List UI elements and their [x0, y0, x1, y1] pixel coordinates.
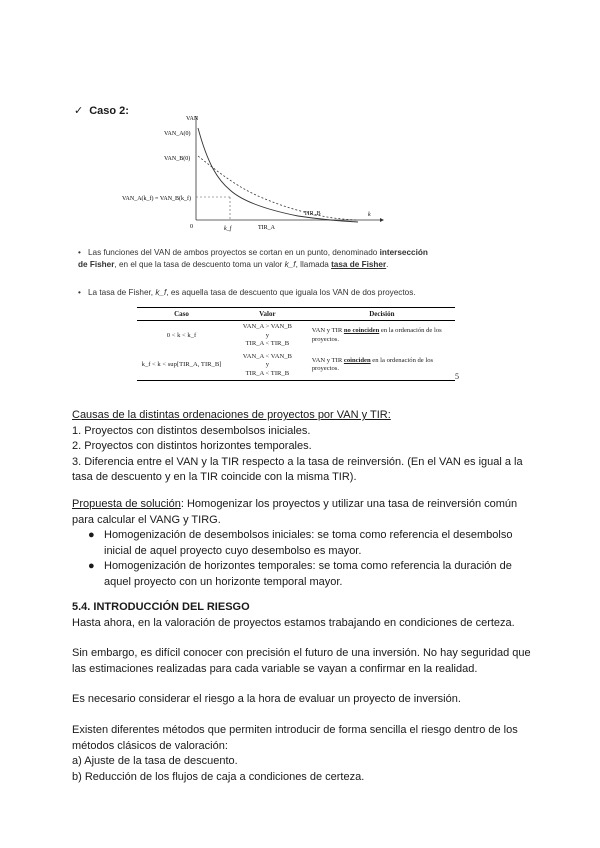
section-heading: 5.4. INTRODUCCIÓN DEL RIESGO — [72, 601, 250, 613]
kf-symbol: k_f — [284, 260, 296, 269]
header-caso: Caso — [137, 308, 226, 321]
van-a0-label: VAN_A(0) — [164, 131, 191, 137]
causas-section — [72, 408, 534, 486]
bullet-icon: ● — [88, 560, 95, 573]
kf-label: k_f — [224, 226, 232, 232]
cell-decision — [309, 321, 455, 351]
tir-b-label: TIR_B — [304, 211, 321, 217]
list-item-text: Homogenización de horizontes temporales: se toma como referencia la duración de aquel proyecto con un horizonte temporal mayor. — [104, 560, 512, 588]
fisher-intersection-graph — [118, 110, 388, 235]
header-decision: Decisión — [309, 308, 455, 321]
list-item — [72, 559, 534, 590]
checkmark-icon: ✓ — [74, 105, 84, 117]
bullet-bold: intersección — [379, 248, 428, 257]
cell-valor — [226, 321, 309, 351]
x-axis-label: k — [368, 212, 371, 218]
method-item: a) Ajuste de la tasa de descuento. — [72, 755, 238, 768]
origin-label: 0 — [190, 224, 193, 230]
bullet-icon: • — [78, 248, 81, 257]
cell-valor — [226, 351, 309, 381]
bullet-text: La tasa de Fisher, — [88, 288, 156, 297]
kf-symbol: k_f — [155, 288, 167, 297]
curve-van-b — [198, 156, 358, 220]
causa-item: 1. Proyectos con distintos desembolsos iniciales. — [72, 424, 311, 437]
list-item-text: Homogenización de desembolsos iniciales: se toma como referencia el desembolso inicial de aquel proyecto cuyo desembolso es mayor. — [104, 529, 513, 557]
valor-line: y — [265, 361, 270, 368]
bullet-bold-2: de Fisher — [78, 260, 115, 269]
propuesta-list — [72, 528, 534, 590]
cell-caso: 0 < k < k_f — [166, 331, 197, 339]
table-row — [137, 351, 455, 381]
table-row — [137, 321, 455, 351]
bullet-end: . — [386, 260, 389, 269]
propuesta-paragraph — [72, 497, 534, 528]
table-header-row — [137, 308, 455, 321]
case-2-title: Caso 2: — [89, 105, 129, 117]
van-b0-label: VAN_B(0) — [164, 156, 191, 162]
decision-keyword: coinciden — [343, 356, 371, 364]
bullet-text-2: , en el que la tasa de descuento toma un valor — [114, 260, 285, 269]
cell-decision — [309, 351, 455, 381]
paragraph: Sin embargo, es difícil conocer con precisión el futuro de una inversión. No hay seguridad que las estimaciones realizadas para cada variable se vayan a confirmar en la realidad. — [72, 647, 531, 675]
tir-a-label: TIR_A — [258, 225, 275, 231]
cell-caso: k_f < k < sup[TIR_A, TIR_B] — [137, 351, 226, 381]
causa-item: 3. Diferencia entre el VAN y la TIR respecto a la tasa de reinversión. (En el VAN es igual a la tasa de descuento y en la TIR coincide con la misma TIR). — [72, 455, 523, 484]
valor-line: y — [265, 331, 270, 339]
causas-title: Causas de la distintas ordenaciones de proyectos por VAN y TIR: — [72, 409, 391, 421]
valor-line: VAN_A > VAN_B — [242, 323, 292, 330]
valor-line: TIR_A < TIR_B — [245, 340, 290, 347]
decision-table — [137, 307, 455, 381]
propuesta-section — [72, 497, 534, 591]
fisher-equality-label: VAN_A(k_f) = VAN_B(k_f) — [122, 196, 192, 202]
causa-item: 2. Proyectos con distintos horizontes temporales. — [72, 440, 312, 453]
paragraph: Es necesario considerar el riesgo a la hora de evaluar un proyecto de inversión. — [72, 693, 461, 706]
fisher-rate-term: tasa de Fisher — [331, 260, 387, 269]
bullet-icon: • — [78, 288, 81, 297]
riesgo-section — [72, 600, 534, 785]
paragraph: Existen diferentes métodos que permiten introducir de forma sencilla el riesgo dentro de los métodos clásicos de valoración: — [72, 723, 518, 752]
y-axis-label: VAN — [186, 116, 199, 122]
x-axis-arrow — [380, 218, 384, 222]
page-number: 5 — [455, 372, 459, 381]
decision-keyword: no coinciden — [343, 327, 380, 335]
decision-text: VAN y TIR — [311, 356, 344, 364]
curve-van-a — [198, 128, 358, 222]
bullet-text: Las funciones del VAN de ambos proyectos se cortan en un punto, denominado — [88, 248, 380, 257]
bullet-icon: ● — [88, 529, 95, 542]
valor-line: VAN_A < VAN_B — [242, 352, 292, 360]
method-item: b) Reducción de los flujos de caja a condiciones de certeza. — [72, 770, 365, 783]
fisher-intersection-bullet — [78, 247, 478, 271]
bullet-text-3: , llamada — [295, 260, 332, 269]
bullet-text-2: , es aquella tasa de descuento que iguala los VAN de dos proyectos. — [166, 288, 416, 297]
decision-text-2: en la ordenación de los proyectos. — [311, 356, 434, 373]
propuesta-text: : Homogenizar los proyectos y utilizar una tasa de reinversión común para calcular el VANG y TIRG. — [72, 498, 518, 526]
decision-text: VAN y TIR — [311, 327, 344, 335]
decision-text-2: en la ordenación de los proyectos. — [311, 327, 442, 343]
valor-line: TIR_A < TIR_B — [245, 369, 290, 377]
header-valor: Valor — [226, 308, 309, 321]
paragraph: Hasta ahora, en la valoración de proyectos estamos trabajando en condiciones de certeza. — [72, 616, 515, 629]
list-item — [72, 528, 534, 559]
fisher-rate-bullet — [78, 287, 498, 299]
propuesta-label: Propuesta de solución — [72, 498, 181, 510]
